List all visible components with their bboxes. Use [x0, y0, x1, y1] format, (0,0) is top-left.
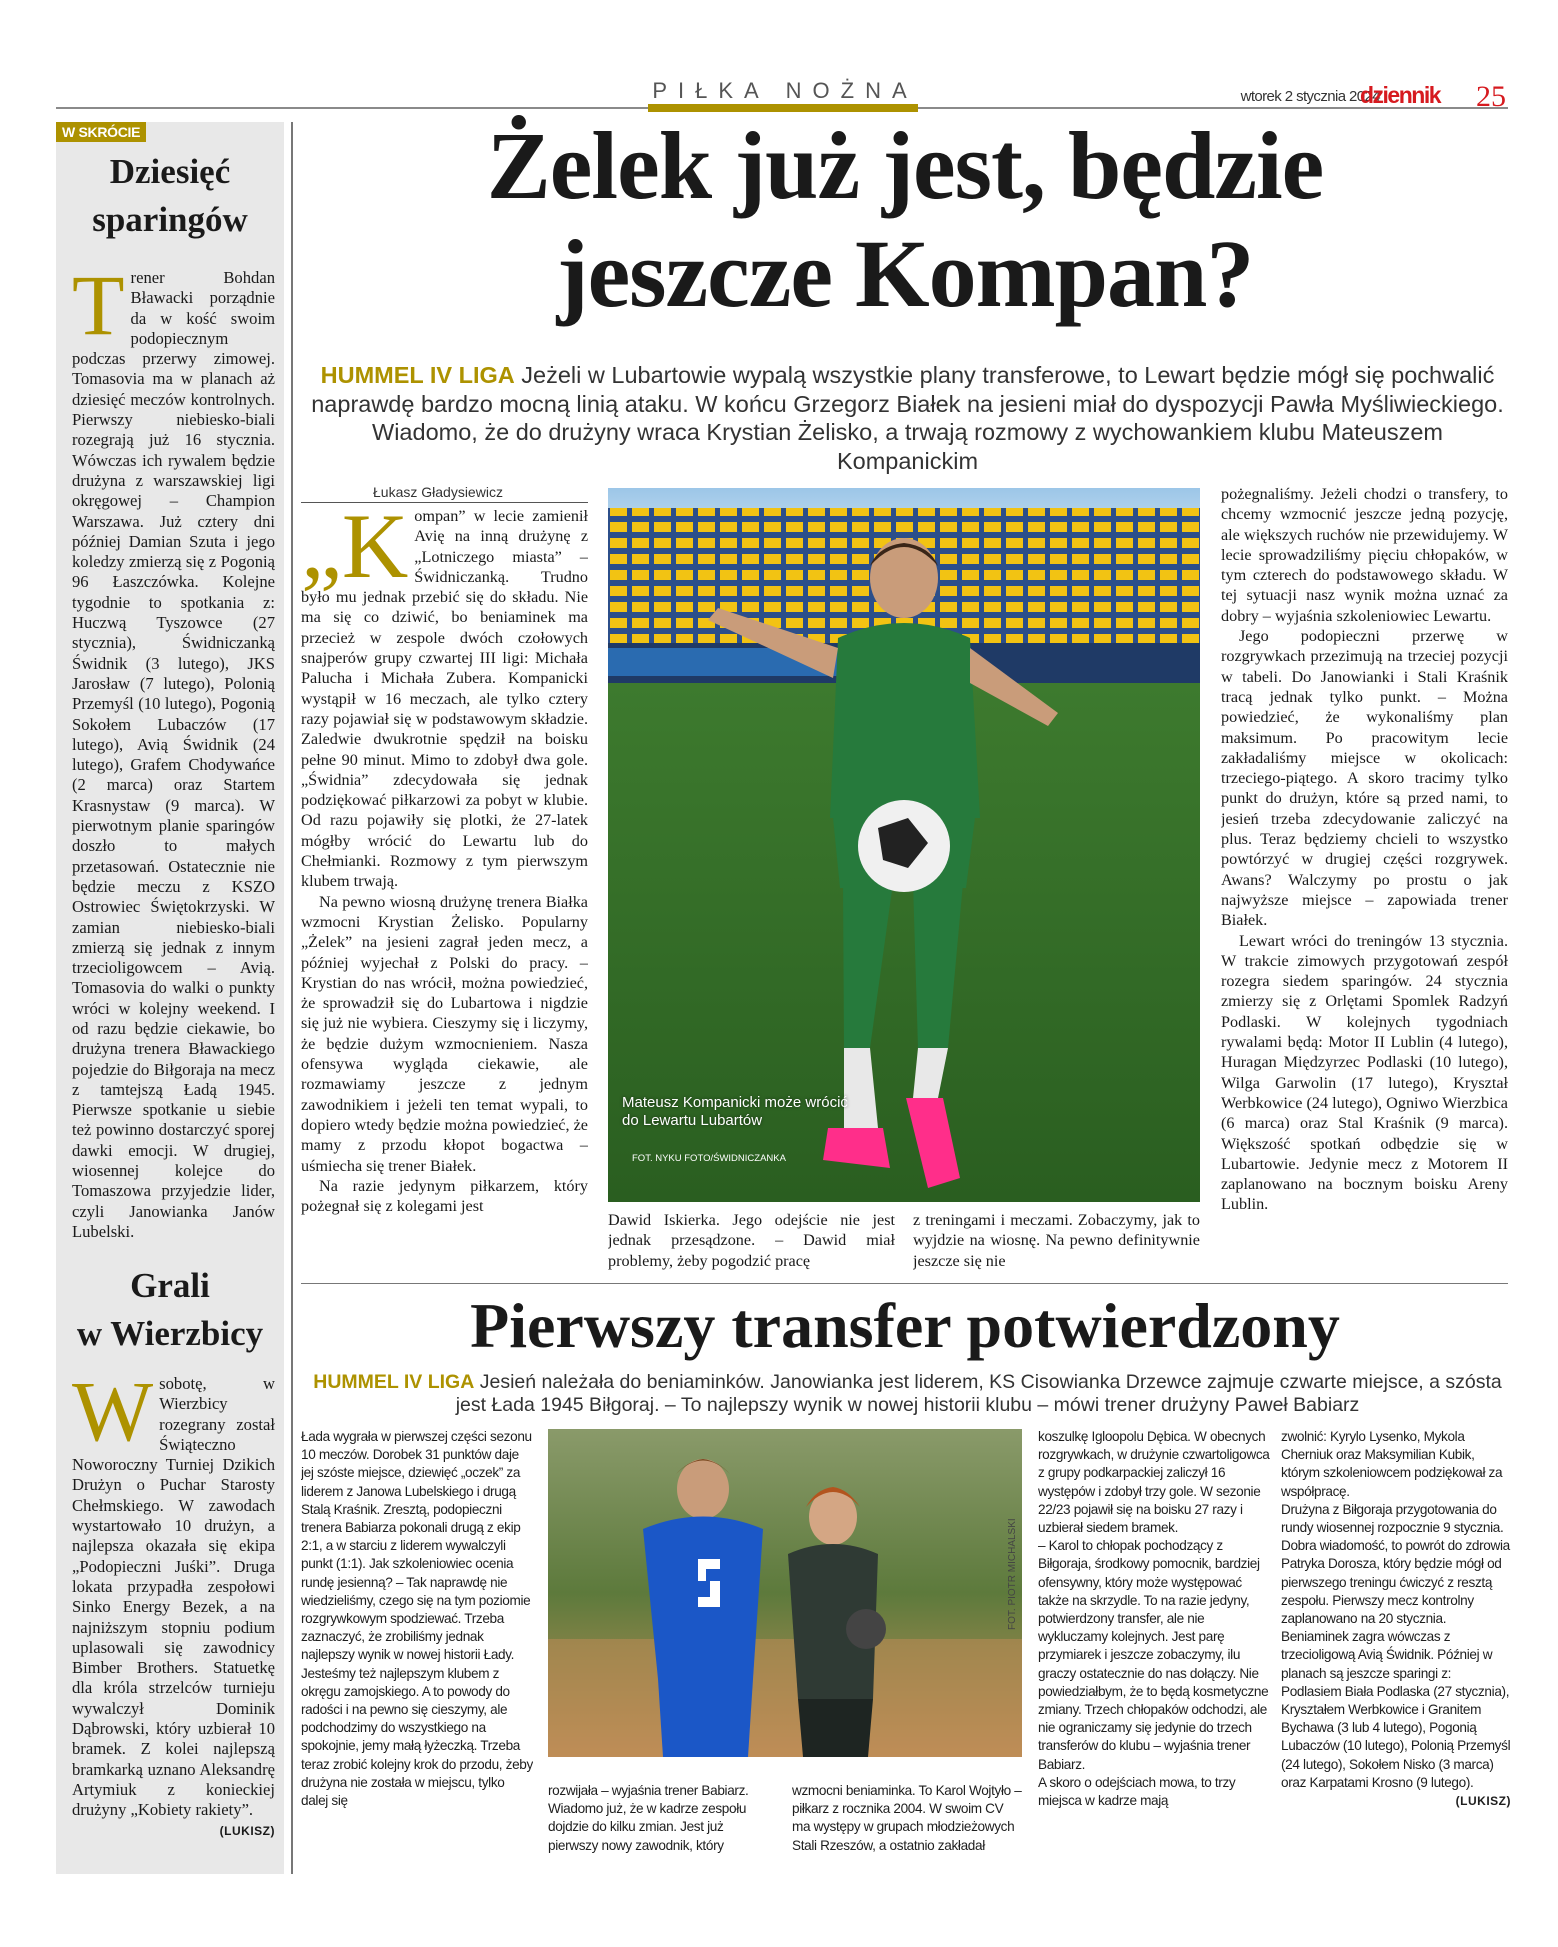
- article2-column-5: [1281, 1428, 1511, 1876]
- brief2-title-line1: Grali: [130, 1266, 210, 1305]
- brief1-title-line2: sparingów: [92, 200, 248, 239]
- article2-paragraph: Łada wygrała w pierwszej części sezonu 10 meczów. Dorobek 31 punktów daje jej szóste miejsce, dziewięć „oczek” za liderem z Janowa Lubelskiego i drugą Stalą Kraśnik. Zresztą, podopieczni trenera Babiarza pokonali drugą z ekip 2:1, a w starciu z liderem wywalczyli punkt (1:1). Jak szkoleniowiec ocenia rundę jesienną? – Tak naprawdę nie wiedzieliśmy, czego się na tym poziomie rozgrywkowym spodziewać. Trzeba zaznaczyć, że zrobiliśmy jednak najlepszy wynik w nowej historii Łady. Jesteśmy też najlepszym klubem z okręgu zamojskiego. A to powody do radości i na pewno się cieszymy, ale podchodzimy do wszystkiego na spokojnie, jemy małą łyżeczką. Trzeba teraz zrobić kolejny krok do przodu, żeby drużyna nie została w miejscu, tylko dalej się: [301, 1429, 533, 1809]
- section-accent-bar: [648, 104, 918, 112]
- article2-photo: [548, 1429, 1022, 1757]
- brief1-dropcap: T: [72, 268, 125, 353]
- brief2-title-line2: w Wierzbicy: [76, 1314, 264, 1353]
- article2-paragraph: koszulkę Igloopolu Dębica. W obecnych rozgrywkach, w drużynie czwartoligowca z grupy podkarpackiej zaliczył 16 występów i zdobył trzy gole. W sezonie 22/23 pojawił się na boisku 27 razy i uzbierał siedem bramek.: [1038, 1429, 1270, 1536]
- article2-column-1: [301, 1428, 533, 1873]
- article1-lead-text: Jeżeli w Lubartowie wypalą wszystkie plany transferowe, to Lewart będzie mógł się pochwalić naprawdę bardzo mocną linią ataku. W końcu Grzegorz Białek na jesieni miał do dyspozycji Pawła Myśliwieckiego. Wiadomo, że do drużyny wraca Krystian Żelisko, a trwają rozmowy z wychowankiem klubu Mateuszem Kompanickim: [311, 362, 1504, 474]
- article1-paragraph: ompan” w lecie zamienił Avię na inną drużynę z „Lotniczego miasta” – Świdniczanką. Trudno było mu jednak przebić się do składu. Nie ma się co dziwić, bo beniaminek ma przecież w zespole dwóch czołowych snajperów grupy czwartej III ligi: Michała Palucha i Michała Zubera. Kompanicki wystąpił w 16 meczach, ale tylko cztery razy pojawiał się w podstawowym składzie. Zaledwie dwukrotnie spędził na boisku pełne 90 minut. Mimo to zdobył dwa gole. „Świdnia” zdecydowała się jednak podziękować piłkarzowi za pobyt w klubie. Od razu pojawiły się plotki, że 27-latek mógłby wrócić do Lewartu lub do Chełmianki. Rozmowy z tym pierwszym klubem trwają.: [301, 507, 588, 891]
- article2-column-3: [792, 1782, 1022, 1874]
- article1-column-3: [913, 1210, 1200, 1272]
- column-divider: [291, 122, 293, 1874]
- article2-lead-text: Jesień należała do beniaminków. Janowianka jest liderem, KS Cisowianka Drzewce zajmuje czwarte miejsce, a szósta jest Łada 1945 Biłgoraj. – To najlepszy wynik w nowej historii klubu – mówi trener drużyny Paweł Babiarz: [455, 1371, 1502, 1416]
- issue-date: wtorek 2 stycznia 2024: [1240, 88, 1380, 105]
- brief2-dropcap: W: [72, 1374, 154, 1459]
- article1-paragraph: Lewart wróci do treningów 13 stycznia. W trakcie zimowych przygotowań zespół rozegra siedem sparingów. 24 stycznia zmierzy się z Orlętami Spomlek Radzyń Podlaski. W kolejnych tygodniach rywalami będą: Motor II Lublin (4 lutego), Huragan Międzyrzec Podlaski (10 lutego), Wilga Garwolin (17 lutego), Kryształ Werbkowice (24 lutego), Ogniwo Wierzbica (6 marca) oraz Stal Kraśnik (9 marca). Większość spotkań odbędzie się w Lubartowie. Jedynie mecz z Motorem II zaplanowano na bocznym boisku Areny Lublin.: [1221, 931, 1508, 1214]
- article2-paragraph: rozwijała – wyjaśnia trener Babiarz.: [548, 1783, 749, 1798]
- article2-column-4: [1038, 1428, 1272, 1873]
- article2-paragraph: Wiadomo już, że w kadrze zespołu dojdzie do kilku zmian. Jest już pierwszy nowy zawodnik, który: [548, 1801, 747, 1853]
- article1-paragraph: Jego podopieczni przerwę w rozgrywkach przezimują na trzeciej pozycji w tabeli. Do Janowianki i Stali Kraśnik tracą jednak tylko punkt. – Można powiedzieć, że wykonaliśmy plan maksimum. Po pracowitym lecie zakładaliśmy miejsce w okolicach: trzeciego-piątego. A skoro tracimy tylko punkt do drużyn, które są przed nami, to jesień trzeba zdecydowanie zaliczyć na plus. Teraz będziemy chcieli to wszystko powtórzyć w drugiej części rozgrywek. Awans? Walczymy po prostu o jak najwyższe miejsce – zapowiada trener Białek.: [1221, 627, 1508, 930]
- brief2-title: [56, 1262, 284, 1358]
- article1-paragraph: z treningami i meczami. Zobaczymy, jak to wyjdzie na wiosnę. Na pewno definitywnie jeszcze się nie: [913, 1211, 1200, 1270]
- article1-lead: [310, 361, 1505, 475]
- article2-paragraph: wzmocni beniaminka. To Karol Wojtyło – piłkarz z rocznika 2004. W swoim CV ma występy w grupach młodzieżowych Stali Rzeszów, a ostatnio zakładał: [792, 1783, 1022, 1853]
- author-rule: [301, 502, 588, 503]
- article2-paragraph: zwolnić: Kyrylo Lysenko, Mykola Cherniuk oraz Maksymilian Kubik, którym szkoleniowcem podziękował za współpracę.: [1281, 1429, 1503, 1499]
- brief2-body: [72, 1374, 275, 1874]
- players-photo-illustration: [548, 1429, 1022, 1757]
- brief1-title: [56, 148, 284, 244]
- article1-headline-line1: Żelek już jest, będzie: [486, 112, 1324, 219]
- article2-paragraph: – Karol to chłopak pochodzący z Biłgoraja, środkowy pomocnik, bardziej ofensywny, który może występować także na skrzydle. To na razie jedyny, potwierdzony transfer, ale nie wykluczamy kolejnych. Jest parę przymiarek i jeszcze zobaczymy, ilu graczy ostatecznie do nas dołączy. Nie powiedziałbym, że to będą kosmetyczne zmiany. Trzech chłopaków odchodzi, ale nie ograniczamy się jedynie do trzech transferów do klubu – wyjaśnia trener Babiarz.: [1038, 1538, 1269, 1772]
- article2-paragraph: Drużyna z Biłgoraja przygotowania do rundy wiosennej rozpocznie 9 stycznia. Dobra wiadomość, to powrót do zdrowia Patryka Dorosza, który będzie mógł od pierwszego treningu ćwiczyć z resztą zespołu. Pierwszy mecz kontrolny zaplanowano na 20 stycznia. Beniaminek zagra wówczas z trzecioligową Avią Świdnik. Później w planach są jeszcze sparingi z: Podlasiem Biała Podlaska (27 stycznia), Kryształem Werbkowice i Granitem Bychawa (3 lub 4 lutego), Pogonią Lubaczów (10 lutego), Polonią Przemyśl (24 lutego), Sokołem Nisko (3 marca) oraz Karpatami Krosno (9 lutego).: [1281, 1501, 1511, 1790]
- briefs-badge: W SKRÓCIE: [56, 122, 146, 142]
- article1-kicker: HUMMEL IV LIGA: [320, 362, 515, 388]
- article1-paragraph: Na pewno wiosną drużynę trenera Białka wzmocni Krystian Żelisko. Popularny „Żelek” na jesieni zagrał jeden mecz, a później wyjechał z Polski do pracy. – Krystian do nas wrócił, można powiedzieć, że sprowadził się do Lubartowa i nigdzie się już nie wybiera. Cieszymy się i liczymy, że będzie dużym wzmocnieniem. Nasza ofensywa wygląda ciekawie, ale rozmawiamy jeszcze z jednym zawodnikiem i jeżeli ten temat wypali, to dopiero wtedy będzie można powiedzieć, że mamy z przodu kłopot bogactwa – uśmiecha się trener Białek.: [301, 892, 588, 1175]
- brief1-body: [72, 268, 275, 1268]
- article2-lead: [310, 1371, 1505, 1417]
- article1-dropcap: „K: [301, 506, 409, 597]
- newspaper-logo: dziennik: [1359, 82, 1440, 108]
- article1-author: Łukasz Gładysiewicz: [373, 484, 503, 500]
- brief2-text: sobotę, w Wierzbicy rozegrany został Świąteczno Noworoczny Turniej Dzikich Drużyn o Puchar Starosty Chełmskiego. W zawodach wystartowało 10 drużyn, a najlepsza okazała się ekipa „Podopieczni Juśki”. Druga lokata przypadła zespołowi Sinko Energy Bezek, a na najniższym stopniu podium uplasowali się zawodnicy Bimber Brothers. Statuetkę dla króla strzelców turnieju wywalczył Dominik Dąbrowski, który uzbierał 10 bramek. Z kolei najlepszą bramkarką uznano Aleksandrę Artymiuk z konieckiej drużyny „Kobiety rakiety”.: [72, 1374, 275, 1820]
- brief1-text: rener Bohdan Bławacki porządnie da w kość swoim podopiecznym podczas przerwy zimowej. Tomasovia ma w planach aż dziesięć meczów kontrolnych. Pierwszy niebiesko-biali rozegrają już 16 stycznia. Wówczas ich rywalem będzie drużyna z warszawskiej ligi okręgowej – Champion Warszawa. Już cztery dni później Damian Szuta i jego koledzy zmierzą się z Pogonią 96 Łaszczówka. Kolejne tygodnie to spotkania z: Huczwą Tyszowce (27 stycznia), Świdniczanką Świdnik (3 lutego), JKS Jarosław (7 lutego), Polonią Przemyśl (10 lutego), Pogonią Sokołem Lubaczów (17 lutego), Avią Świdnik (24 lutego), Grafem Chodywańce (2 marca) oraz Startem Krasnystaw (9 marca). W pierwotnym planie sparingów doszło to małych przetasowań. Ostatecznie nie będzie meczu z KSZO Ostrowiec Świętokrzyski. W zamian niebiesko-biali zmierzą się jednak z innym trzecioligowcem – Avią. Tomasovia do walki o punkty wróci w kolejny weekend. I od razu będzie ciekawie, bo drużyna trenera Bławackiego pojedzie do Biłgoraja na mecz z tamtejszą Ładą 1945. Pierwsze spotkanie u siebie też powinno dostarczyć sporej dawki emocji. W drugiej, wiosennej kolejce do Tomaszowa przyjedzie lider, czyli Janowianka Janów Lubelski.: [72, 268, 275, 1241]
- article2-photo-credit: FOT. PIOTR MICHALSKI: [1007, 1518, 1018, 1630]
- article1-paragraph: pożegnaliśmy. Jeżeli chodzi o transfery, to chcemy wzmocnić jeszcze jedną pozycję, ale większych ruchów nie przewidujemy. W lecie sprowadziliśmy pięciu chłopaków, w tym czterech do podstawowego składu. W tej sytuacji nasz wynik można uznać za dobry – wyjaśnia szkoleniowiec Lewartu.: [1221, 485, 1508, 625]
- article-separator: [301, 1283, 1508, 1284]
- article2-headline: Pierwszy transfer potwierdzony: [470, 1290, 1340, 1361]
- brief1-title-line1: Dziesięć: [109, 152, 231, 191]
- brief2-signature: (LUKISZ): [219, 1823, 275, 1838]
- article2-signature: (LUKISZ): [1455, 1794, 1511, 1809]
- article2-column-2: [548, 1782, 773, 1874]
- article1-paragraph: Dawid Iskierka. Jego odejście nie jest jednak przesądzone. – Dawid miał problemy, żeby pogodzić pracę: [608, 1211, 895, 1270]
- article1-paragraph: Na razie jedynym piłkarzem, który pożegnał się z kolegami jest: [301, 1176, 588, 1216]
- article2-kicker: HUMMEL IV LIGA: [313, 1371, 475, 1393]
- article2-paragraph: A skoro o odejściach mowa, to trzy miejsca w kadrze mają: [1038, 1774, 1236, 1809]
- article1-column-4: [1221, 484, 1508, 1272]
- article1-headline-line2: jeszcze Kompan?: [556, 220, 1254, 327]
- article1-photo-caption: Mateusz Kompanicki może wrócić do Lewartu Lubartów: [622, 1094, 848, 1129]
- article1-photo-credit: FOT. NYKU FOTO/ŚWIDNICZANKA: [632, 1153, 786, 1164]
- article1-headline: [300, 112, 1510, 328]
- section-title: PIŁKA NOŻNA: [652, 78, 918, 103]
- article1-column-1: [301, 506, 588, 1272]
- article1-column-2: [608, 1210, 895, 1272]
- page-number: 25: [1476, 80, 1506, 113]
